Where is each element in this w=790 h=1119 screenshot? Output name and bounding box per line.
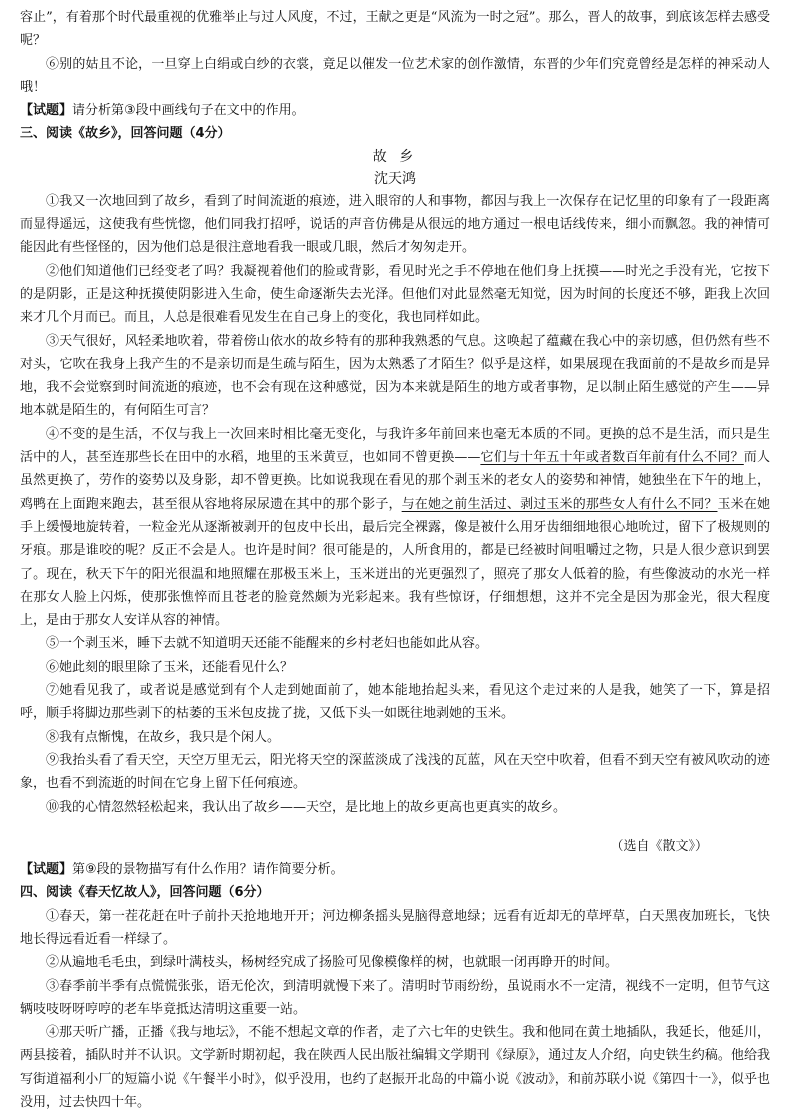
paragraph-4-text-a: ④不变的是生活，不仅与我上一次回来时相比毫无变化，与我许多年前回来也毫无本质的不同。更换的总不是生活，而只是生活中的人，甚至连那些长在田中的水稻，地里的玉米黄豆，也如同不曾更换—— <box>20 426 770 466</box>
article-paragraph-7: ⑦她看见我了，或者说是感觉到有个人走到她面前了，她本能地抬起头来，看见这个走过来的人是我，她笑了一下，算是招呼，顺手将脚边那些剥下的枯萎的玉米包皮拢了拢，又低下头一如既往地剥她的玉米。 <box>20 683 770 722</box>
article-title: 故 乡 <box>372 148 418 165</box>
essay-paragraph-1: ①春天，第一茬花赶在叶子前扑天抢地地开开；河边柳条摇头晃脑得意地绿；远看有近却无的草坪草，白天黑夜加班长，飞快地长得远看近看一样绿了。 <box>20 908 770 947</box>
article-paragraph-3: ③天气很好，风轻柔地吹着，带着傍山依水的故乡特有的那种我熟悉的气息。这唤起了蕴藏在我心中的亲切感，但仍然有些不对头，它吹在我身上我产生的不是亲切而是生疏与陌生，因为太熟悉了才陌生？似乎是这样，如果展现在我面前的不是故乡而是异地，我不会觉察到时间流逝的痕迹，也不会有现在这种感觉，因为本来就是陌生的地方或者事物，足以制止陌生感觉的产生——异地本就是陌生的，有何陌生可言？ <box>20 333 770 419</box>
article-paragraph-4 <box>20 423 770 633</box>
question-previous <box>20 99 770 122</box>
article-paragraph-8: ⑧我有点惭愧，在故乡，我只是个闲人。 <box>46 729 281 745</box>
article-paragraph-9: ⑨我抬头看了看天空，天空万里无云，阳光将天空的深蓝淡成了浅浅的瓦蓝，风在天空中吹着，但看不到天空有被风吹动的迹象，也看不到流逝的时间在它身上留下任何痕迹。 <box>20 752 770 792</box>
lead-paragraph-1: 容止”，有着那个时代最重视的优雅举止与过人风度，不过，王献之更是“风流为一时之冠”。那么，晋人的故事，到底该怎样去感受呢？ <box>20 10 770 49</box>
article-paragraph-5: ⑤一个剥玉米，睡下去就不知道明天还能不能醒来的乡村老妇也能如此从容。 <box>46 636 489 652</box>
section-3-heading: 三、阅读《故乡》，回答问题（4分） <box>20 126 231 142</box>
essay-paragraph-3: ③春季前半季有点慌慌张张，语无伦次，到清明就慢下来了。清明时节雨纷纷，虽说雨水不一定清，视线不一定明，但节气这辆吱吱呀呀哼哼的老车毕竟抵达清明这重要一站。 <box>20 978 770 1017</box>
underlined-sentence-2: 与在她之前生活过、剥过玉米的那些女人有什么不同？ <box>401 496 718 512</box>
article-paragraph-10: ⑩我的心情忽然轻松起来，我认出了故乡——天空，是比地上的故乡更高也更真实的故乡。 <box>46 799 567 815</box>
article-source: （选自《散文》） <box>610 838 708 854</box>
section-4-heading: 四、阅读《春天忆故人》，回答问题（6分） <box>20 885 270 901</box>
article-paragraph-6: ⑥她此刻的眼里除了玉米，还能看见什么？ <box>46 659 294 675</box>
essay-paragraph-4: ④那天听广播，正播《我与地坛》，不能不想起文章的作者，走了六七年的史铁生。我和他同在黄土地插队，我延长，他延川，两县接着，插队时并不认识。文学新时期初起，我在陕西人民出版社编辑文学期刊《绿原》，通过友人介绍，向史铁生约稿。他给我写街道福利小厂的短篇小说《午餐半小时》，似乎没用，也约了赵振开北岛的中篇小说《波动》，和前苏联小说《第四十一》，似乎也没用，过去快四十年。 <box>20 1025 770 1111</box>
article-author: 沈天鸿 <box>374 170 416 187</box>
paragraph-4-text-c: 玉米在她手上缓慢地旋转着，一粒金光从逐渐被剥开的包皮中长出，最后完全裸露，像是被什么用牙齿细细地很心地吮过，留下了极规则的牙痕。那是谁咬的呢？反正不会是人。也许是时间？很可能是的，人所食用的，都是已经被时间咀嚼过之物，只是人很少意识到罢了。现在，秋天下午的阳光很温和地照耀在那极玉米上，玉米迸出的光更强烈了，照亮了那女人低着的脸，有些像波动的水光一样在那女人脸上闪烁，使那张憔悴而且苍老的脸竟然颇为光彩起来。我有些惊讶，仔细想想，这并不完全是因为那金光，很大程度上，是由于那女人安详从容的神情。 <box>20 496 770 629</box>
paragraph-4-text-b: 而人虽然更换了，劳作的姿势以及身影，却不曾更换。比如说我现在看见的那个剥玉米的老女人的姿势和神情，她独坐在下午的地上，鸡鸭在上面跑来跑去，甚至很从容地将尿尿遗在其中的那个影子， <box>20 450 770 512</box>
question-text: 请分析第③段中画线句子在文中的作用。 <box>72 103 305 119</box>
article-paragraph-1: ①我又一次地回到了故乡，看到了时间流逝的痕迹，进入眼帘的人和事物，都因与我上一次保存在记忆里的印象有了一段距离而显得遥远，这使我有些恍惚，他们同我打招呼，说话的声音仿佛是从很远的地方通过一根电话线传来，细小而飘忽。我的神情可能因此有些怪怪的，因为他们总是很注意地看我一眼或几眼，然后才匆匆走开。 <box>20 193 770 256</box>
question-text: 第⑨段的景物描写有什么作用？请作简要分析。 <box>72 862 344 878</box>
underlined-sentence-1: 它们与十年五十年或者数百年前有什么不同？ <box>480 450 744 466</box>
essay-paragraph-2: ②从遍地毛毛虫，到绿叶满枝头，杨树经究成了扬脸可见像模像样的树，也就眼一闭再睁开的时间。 <box>46 955 619 971</box>
question-section-3 <box>20 858 770 881</box>
question-tag: 【试题】 <box>20 862 73 878</box>
question-tag: 【试题】 <box>20 103 73 119</box>
lead-paragraph-2: ⑥别的姑且不论，一旦穿上白绢或白纱的衣裳，竟足以催发一位艺术家的创作激情，东晋的少年们究竟曾经是怎样的神采动人哦！ <box>20 56 770 95</box>
article-paragraph-2: ②他们知道他们已经变老了吗？我凝视着他们的脸或背影，看见时光之手不停地在他们身上抚摸——时光之手没有光，它按下的是阴影，正是这种抚摸使阴影进入生命，使生命逐渐失去光泽。但他们对此显然毫无知觉，因为时间的长度还不够，距我上次回来才几个月而已。而且，人总是很难看见发生在自己身上的变化，我也同样如此。 <box>20 263 770 326</box>
